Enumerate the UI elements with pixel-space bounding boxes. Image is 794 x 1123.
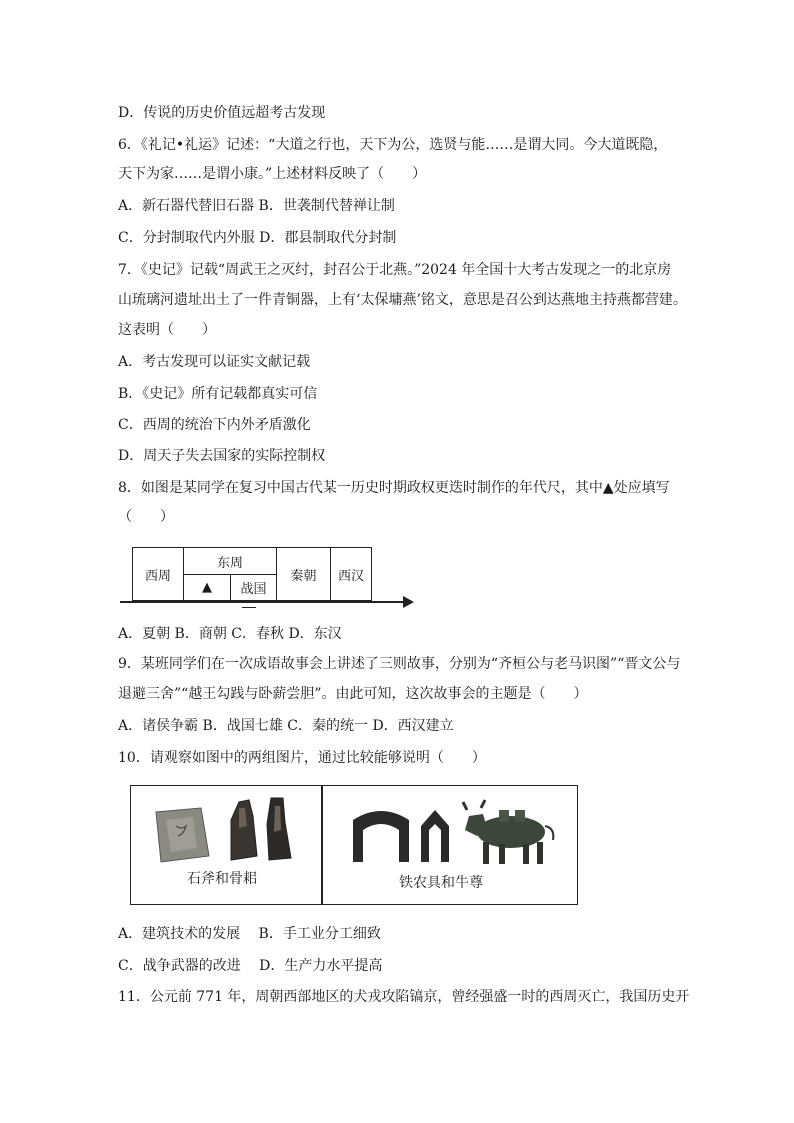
text-line: 11．公元前 771 年，周朝西部地区的犬戎攻陷镐京，曾经强盛一时的西周灭亡，我国历史开 — [118, 989, 690, 1005]
timeline-figure — [120, 545, 420, 615]
bone-spade-icon — [267, 798, 291, 860]
text-line: C．战争武器的改进 D．生产力水平提高 — [118, 958, 383, 974]
ox-zun-icon — [463, 800, 553, 864]
text-line: D．周天子失去国家的实际控制权 — [118, 448, 326, 464]
bone-spade-icon — [231, 800, 257, 860]
arrow-right-icon — [403, 596, 414, 608]
text-line: 7．《史记》记载“周武王之灭纣，封召公于北燕。”2024 年全国十大考古发现之一的北京房 — [118, 262, 672, 278]
timeline-qin: 秦朝 — [276, 547, 331, 601]
left-caption: 石斧和骨耜 — [187, 871, 257, 887]
text-line: A．夏朝 B．商朝 C．春秋 D．东汉 — [118, 626, 342, 642]
stone-axe-icon — [156, 808, 209, 862]
text-line: 10．请观察如图中的两组图片，通过比较能够说明（ ） — [118, 750, 486, 766]
right-caption: 铁农具和牛尊 — [399, 875, 483, 891]
text-line: C．分封制取代内外服 D．郡县制取代分封制 — [118, 230, 397, 246]
timeline-blank-triangle: ▲ — [183, 574, 231, 601]
timeline-axis — [120, 601, 405, 603]
text-line: 9．某班同学们在一次成语故事会上讲述了三则故事，分别为“齐桓公与老马识图”“晋文公与 — [118, 656, 681, 672]
iron-tool-icon — [421, 810, 449, 862]
text-line: 6．《礼记•礼运》记述：“大道之行也，天下为公，选贤与能……是谓大同。今大道既隐， — [118, 137, 668, 153]
text-line: 退避三舍”“越王勾践与卧薪尝胆”。由此可知，这次故事会的主题是（ ） — [118, 686, 588, 702]
timeline-xizhou: 西周 — [132, 547, 184, 601]
text-line: 山琉璃河遗址出土了一件青铜器，上有‘太保墉燕’铭文，意思是召公到达燕地主持燕都营建。 — [118, 292, 687, 308]
timeline-zhanguo: 战国 — [230, 574, 277, 601]
text-line: A．诸侯争霸 B．战国七雄 C．秦的统一 D．西汉建立 — [118, 718, 454, 734]
figure-divider — [321, 786, 323, 904]
timeline-dongzhou: 东周 — [183, 547, 277, 575]
timeline-xihan: 西汉 — [330, 547, 372, 601]
text-line: 这表明（ ） — [118, 322, 216, 338]
text-line: D．传说的历史价值远超考古发现 — [118, 105, 326, 121]
text-line: A．考古发现可以证实文献记载 — [118, 354, 311, 370]
iron-tool-icon — [353, 811, 409, 862]
text-line: 8．如图是某同学在复习中国古代某一历史时期政权更迭时制作的年代尺，其中▲处应填写 — [118, 480, 670, 496]
timeline-tick — [242, 607, 256, 608]
comparison-figure — [130, 785, 578, 905]
text-line: A．建筑技术的发展 B．手工业分工细致 — [118, 926, 381, 942]
text-line: C．西周的统治下内外矛盾激化 — [118, 417, 311, 433]
text-line: （ ） — [118, 509, 174, 525]
text-line: 天下为家……是谓小康。”上述材料反映了（ ） — [118, 166, 427, 182]
text-line: B．《史记》所有记载都真实可信 — [118, 386, 318, 402]
text-line: A．新石器代替旧石器 B．世袭制代替禅让制 — [118, 198, 395, 214]
